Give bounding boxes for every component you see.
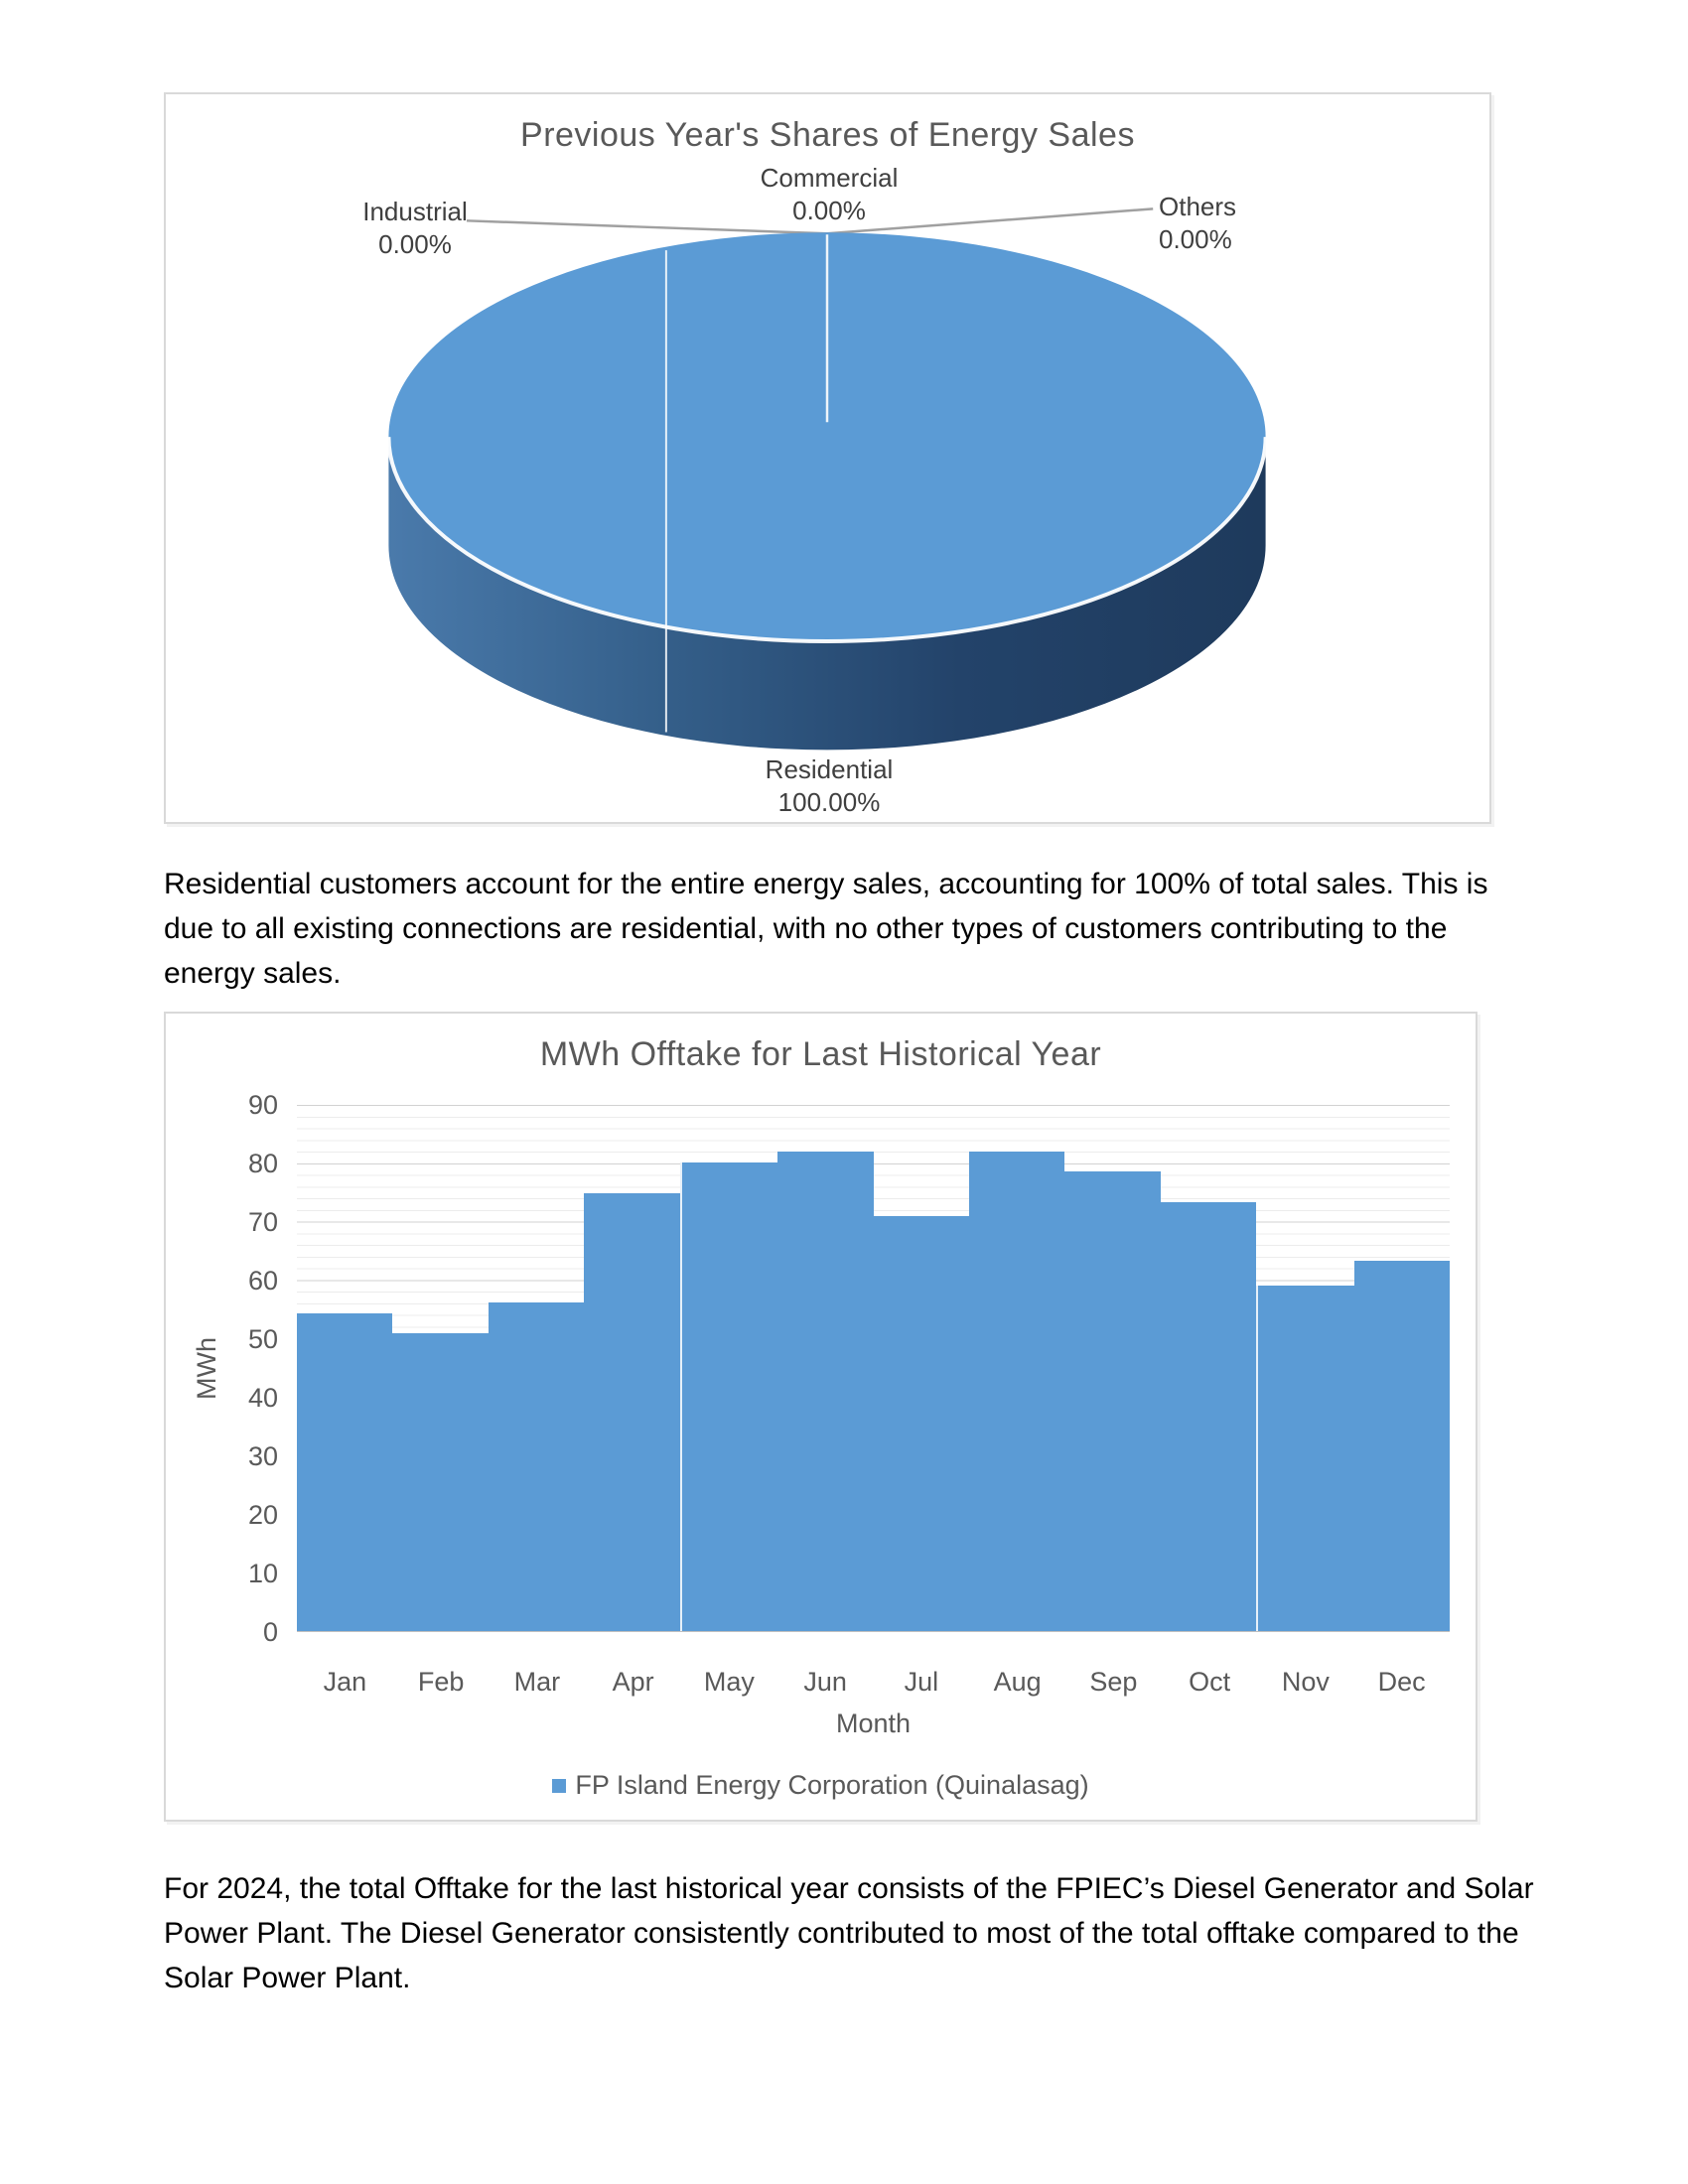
- y-tick-label-30: 30: [247, 1441, 278, 1471]
- pie-callout-others: [1159, 191, 1298, 256]
- bar-jun: [777, 1152, 873, 1631]
- x-tick-label-aug: Aug: [993, 1667, 1042, 1697]
- pie-callout-others-name: Others: [1159, 192, 1237, 221]
- bar-oct: [1161, 1202, 1256, 1631]
- x-tick-label-sep: Sep: [1089, 1667, 1138, 1697]
- x-tick-label-feb: Feb: [417, 1667, 465, 1697]
- pie-callout-residential: [730, 753, 928, 819]
- bar-sep: [1064, 1171, 1160, 1631]
- x-tick-label-dec: Dec: [1377, 1667, 1426, 1697]
- pie-callout-commercial-name: Commercial: [760, 163, 899, 193]
- bar-dec: [1354, 1261, 1450, 1631]
- bar-may: [680, 1162, 777, 1631]
- x-tick-label-nov: Nov: [1281, 1667, 1330, 1697]
- x-tick-label-jun: Jun: [803, 1667, 847, 1697]
- bar-jul: [874, 1216, 969, 1631]
- pie-callout-commercial-value: 0.00%: [792, 196, 866, 225]
- bar-chart-title: MWh Offtake for Last Historical Year: [539, 1035, 1102, 1073]
- bar-plot-area: [297, 1105, 1450, 1632]
- commentary-offtake: For 2024, the total Offtake for the last historical year consists of the FPIEC’s Diesel Generator and Solar Power Plant. The Diesel Generator consistently contributed to most of the total offtake compared to the Solar Power Plant.: [164, 1872, 1534, 1994]
- pie-chart-title: Previous Year's Shares of Energy Sales: [520, 116, 1135, 154]
- y-tick-label-50: 50: [247, 1324, 278, 1354]
- y-tick-label-60: 60: [247, 1266, 278, 1296]
- y-tick-label-70: 70: [247, 1207, 278, 1237]
- x-tick-label-apr: Apr: [612, 1667, 654, 1697]
- legend-series-label: FP Island Energy Corporation (Quinalasag): [575, 1770, 1089, 1800]
- legend-marker: [552, 1779, 566, 1793]
- bar-chart-panel: [164, 1012, 1477, 1822]
- pie-callout-industrial-name: Industrial: [362, 197, 468, 226]
- y-axis-title-text: MWh: [191, 1337, 221, 1400]
- bar-aug: [969, 1152, 1064, 1631]
- chart-legend: [166, 1770, 1476, 1801]
- y-tick-label-10: 10: [247, 1559, 278, 1588]
- y-tick-label-80: 80: [247, 1149, 278, 1178]
- x-tick-label-mar: Mar: [513, 1667, 561, 1697]
- pie-chart-panel: [164, 92, 1491, 824]
- bar-feb: [392, 1333, 488, 1631]
- x-tick-label-jan: Jan: [323, 1667, 367, 1697]
- pie-callout-industrial-value: 0.00%: [378, 229, 452, 259]
- x-axis-labels: [297, 1667, 1450, 1698]
- bar-apr: [584, 1193, 679, 1631]
- x-tick-label-oct: Oct: [1189, 1667, 1231, 1697]
- bars: [297, 1106, 1450, 1631]
- y-tick-label-20: 20: [247, 1500, 278, 1530]
- bar-nov: [1256, 1286, 1353, 1631]
- y-tick-label-40: 40: [247, 1383, 278, 1413]
- y-axis-labels: [166, 1090, 278, 1647]
- pie-callout-commercial: [730, 162, 928, 227]
- bar-mar: [489, 1302, 584, 1631]
- pie-callout-residential-name: Residential: [765, 754, 894, 784]
- pie-callout-residential-value: 100.00%: [777, 787, 881, 817]
- x-tick-label-may: May: [703, 1667, 755, 1697]
- y-tick-label-0: 0: [262, 1617, 278, 1647]
- pie-callout-others-value: 0.00%: [1159, 224, 1232, 254]
- bar-jan: [297, 1313, 392, 1631]
- pie-callout-industrial: [351, 196, 480, 261]
- x-axis-title: Month: [835, 1708, 912, 1738]
- y-tick-label-90: 90: [247, 1090, 278, 1120]
- x-tick-label-jul: Jul: [904, 1667, 939, 1697]
- commentary-energy-sales: Residential customers account for the entire energy sales, accounting for 100% of total sales. This is due to all existing connections are residential, with no other types of customers contributing to the energy sales.: [164, 868, 1488, 990]
